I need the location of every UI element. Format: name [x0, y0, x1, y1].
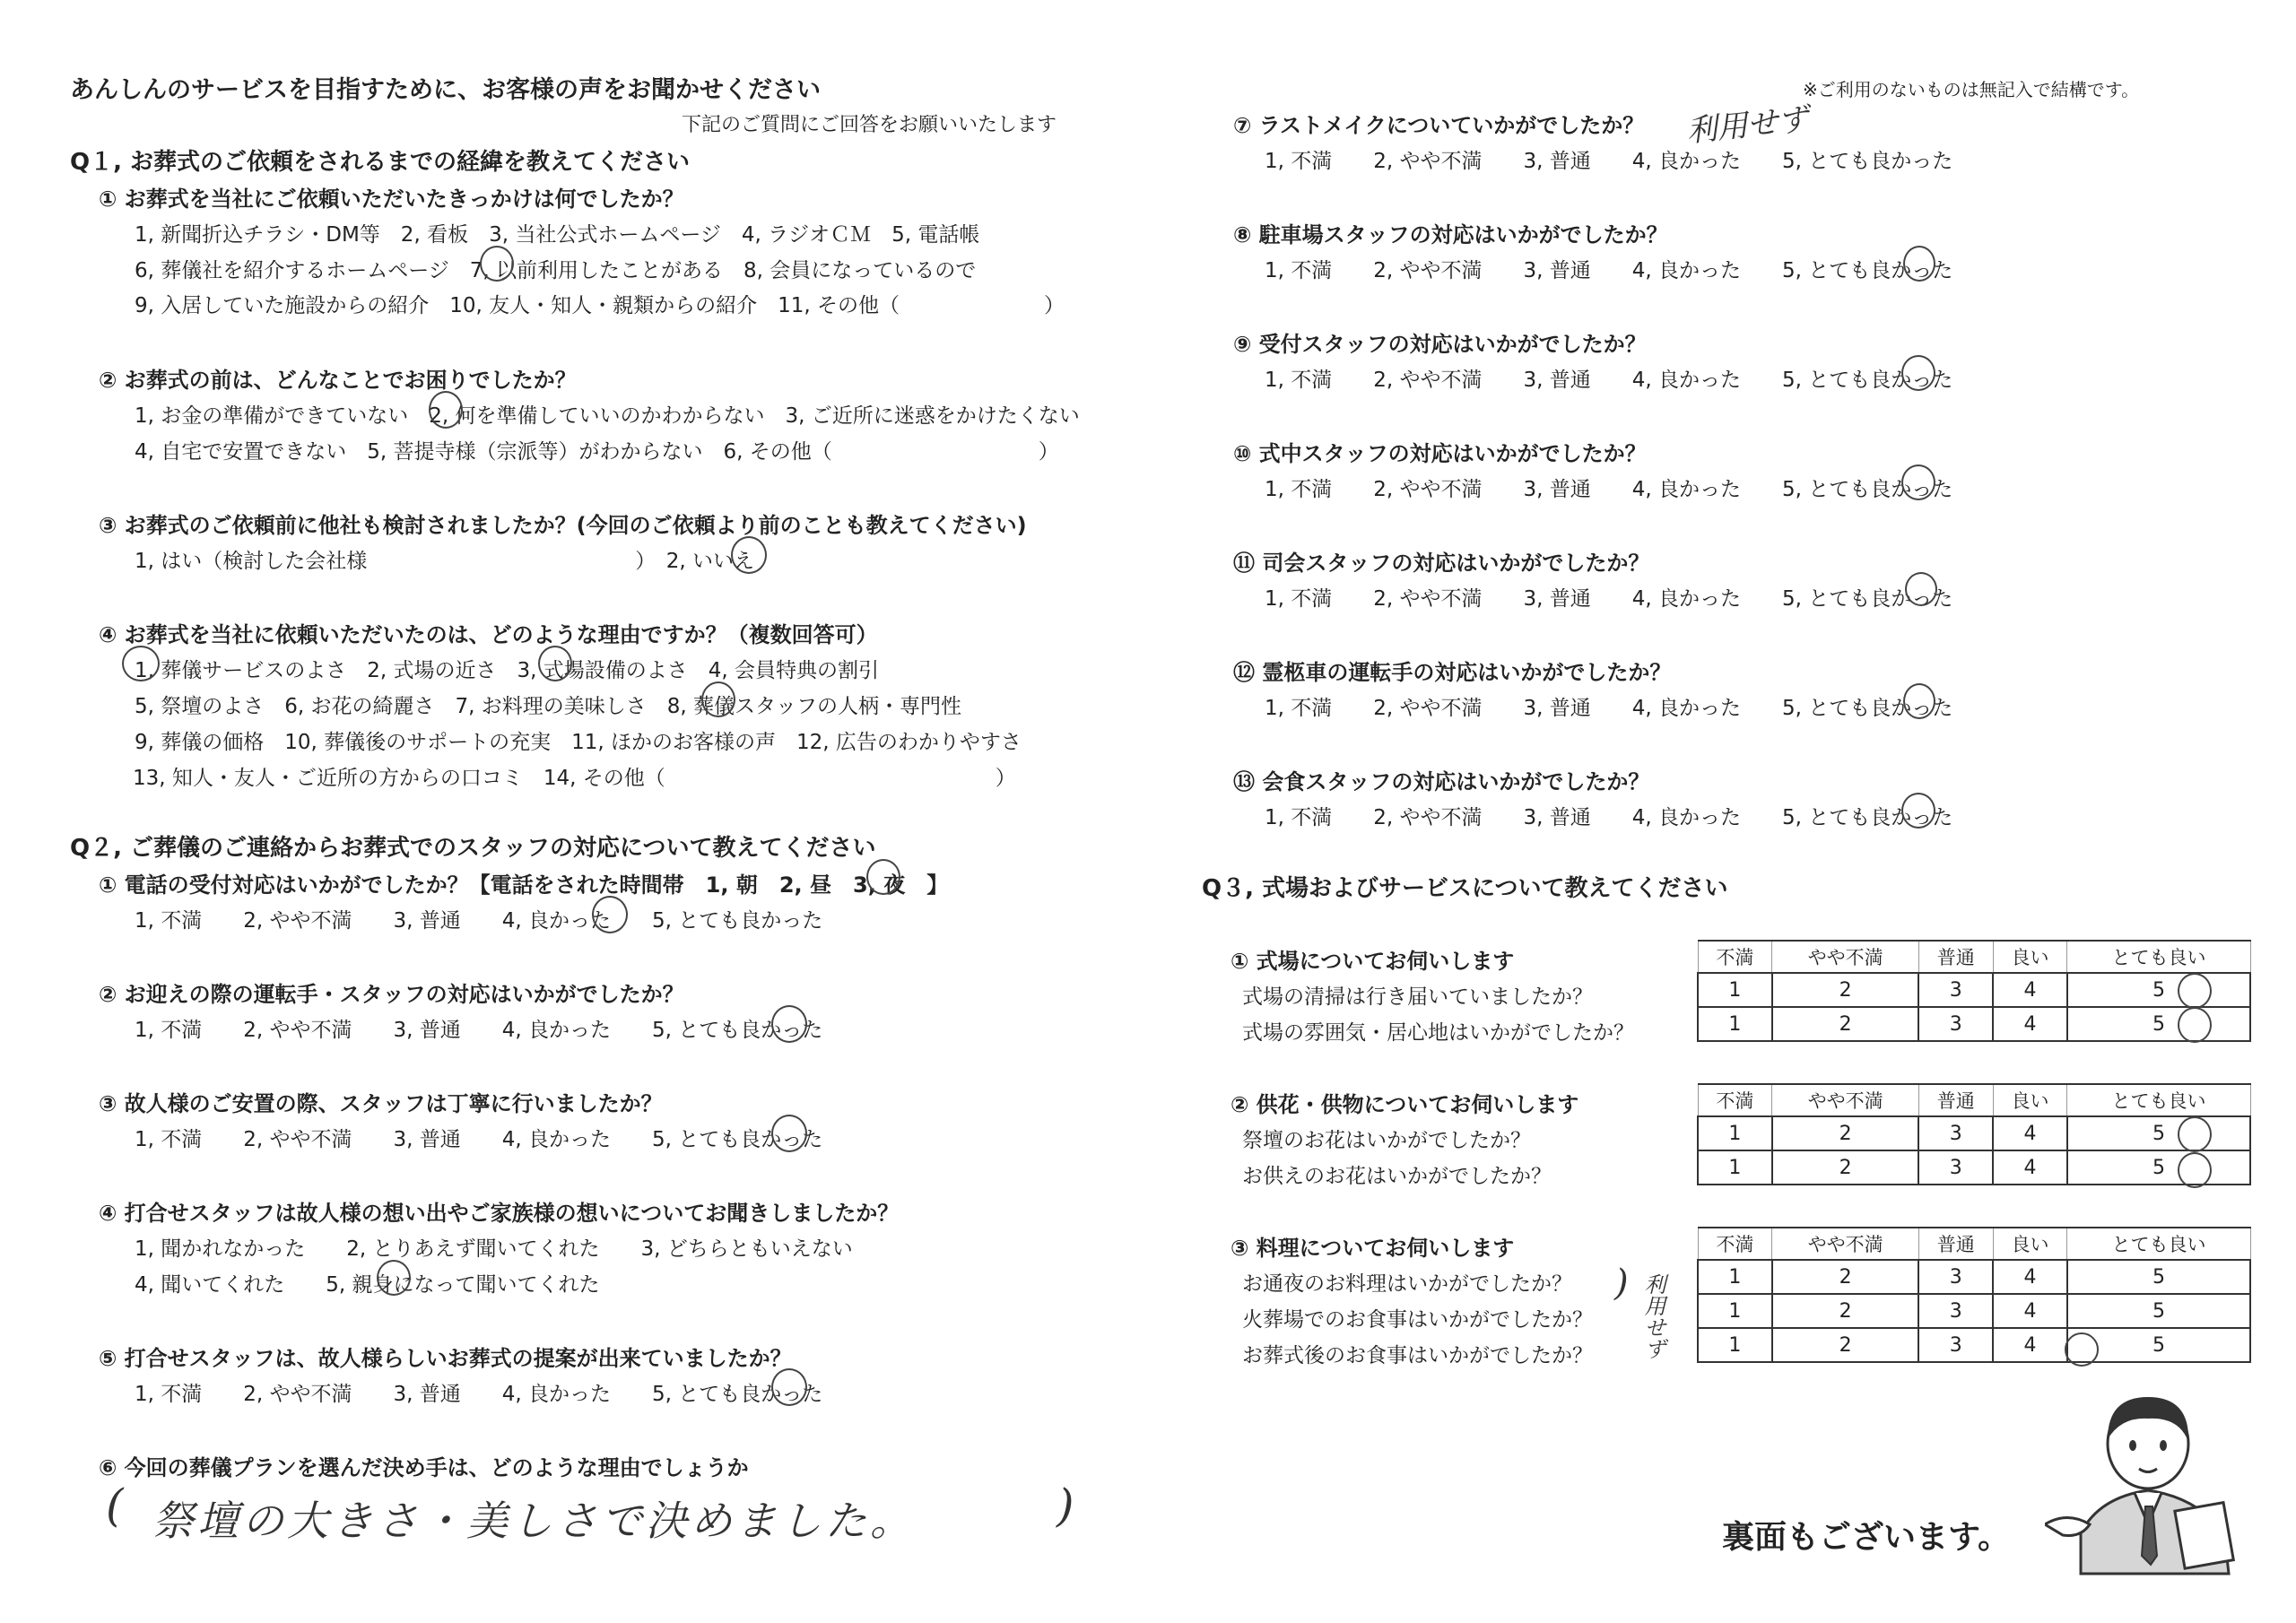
answer-circle	[1901, 793, 1935, 829]
rating-cell[interactable]: 1	[1698, 1007, 1772, 1041]
rating-cell[interactable]: 3	[1918, 973, 1993, 1007]
answer-circle	[480, 246, 514, 282]
q2-11-options[interactable]: 1, 不満 2, やや不満 3, 普通 4, 良かった 5, とても良かった	[1265, 587, 1953, 611]
q3-3-label: ③ 料理についてお伺いします	[1231, 1236, 1515, 1261]
rating-cell[interactable]: 3	[1918, 1328, 1993, 1362]
q1-1-line3[interactable]: 9, 入居していた施設からの紹介 10, 友人・知人・親類からの紹介 11, その他（ ）	[135, 294, 1065, 317]
col-header: 不満	[1698, 1228, 1772, 1260]
q3-2-row1-question: 祭壇のお花はいかがでしたか？	[1242, 1129, 1531, 1152]
q2-6-close-paren: )	[1057, 1480, 1074, 1532]
q3-3-bracket: )	[1614, 1263, 1629, 1304]
rating-cell[interactable]: 2	[1772, 1328, 1919, 1362]
answer-circle	[1901, 464, 1935, 500]
q2-10-label: ⑩ 式中スタッフの対応はいかがでしたか？	[1233, 441, 1647, 466]
q3-heading: Q３, 式場およびサービスについて教えてください	[1202, 875, 1728, 902]
q2-6-label: ⑥ 今回の葬儀プランを選んだ決め手は、どのような理由でしょうか	[99, 1455, 749, 1480]
q2-9-options[interactable]: 1, 不満 2, やや不満 3, 普通 4, 良かった 5, とても良かった	[1265, 369, 1953, 392]
answer-circle	[2178, 1116, 2212, 1152]
col-header: やや不満	[1772, 1228, 1919, 1260]
rating-cell[interactable]: 5	[2067, 1150, 2250, 1185]
answer-circle	[866, 859, 900, 895]
q1-1-line1[interactable]: 1, 新聞折込チラシ・DM等 2, 看板 3, 当社公式ホームページ 4, ラジオＣＭ 5, 電話帳	[135, 223, 980, 247]
col-header: とても良い	[2067, 1228, 2250, 1260]
rating-cell[interactable]: 2	[1772, 1007, 1919, 1041]
col-header: 不満	[1698, 1084, 1772, 1116]
rating-cell[interactable]: 3	[1918, 1294, 1993, 1328]
answer-circle	[1901, 355, 1935, 391]
q1-4-line4[interactable]: 13, 知人・友人・ご近所の方からの口コミ 14, その他（ ）	[133, 767, 1016, 790]
q2-heading: Q２, ご葬儀のご連絡からお葬式でのスタッフの対応について教えてください	[70, 835, 876, 862]
rating-cell[interactable]: 2	[1772, 1294, 1919, 1328]
q1-4-label: ④ お葬式を当社に依頼いただいたのは、どのような理由ですか？（複数回答可）	[99, 622, 878, 647]
q3-1-label: ① 式場についてお伺いします	[1231, 949, 1515, 974]
q2-3-options[interactable]: 1, 不満 2, やや不満 3, 普通 4, 良かった 5, とても良かった	[135, 1128, 823, 1151]
answer-circle	[429, 391, 463, 429]
q3-1-row1-question: 式場の清掃は行き届いていましたか？	[1242, 985, 1593, 1009]
q2-6-handwritten-answer[interactable]: 祭壇の大きさ・美しさで決めました。	[152, 1497, 915, 1545]
q3-3-handwritten-note: 利用せず	[1640, 1273, 1665, 1359]
q1-4-line1[interactable]: 1, 葬儀サービスのよさ 2, 式場の近さ 3, 式場設備のよさ 4, 会員特典の割引	[135, 659, 880, 682]
q2-1-label: ① 電話の受付対応はいかがでしたか？【電話をされた時間帯 1, 朝 2, 昼 3, 夜 】	[99, 872, 949, 898]
rating-cell[interactable]: 5	[2067, 973, 2250, 1007]
rating-cell[interactable]: 4	[1993, 1150, 2067, 1185]
col-header: とても良い	[2067, 941, 2250, 973]
answer-circle	[1905, 572, 1937, 606]
rating-cell[interactable]: 5	[2067, 1116, 2250, 1150]
rating-cell[interactable]: 5	[2067, 1294, 2250, 1328]
col-header: 良い	[1993, 1228, 2067, 1260]
q3-2-row2-question: お供えのお花はいかがでしたか？	[1242, 1165, 1552, 1188]
q1-2-line1[interactable]: 1, お金の準備ができていない 2, 何を準備していいのかわからない 3, ご近所に迷惑をかけたくない	[135, 404, 1080, 428]
q2-12-options[interactable]: 1, 不満 2, やや不満 3, 普通 4, 良かった 5, とても良かった	[1265, 697, 1953, 720]
rating-cell[interactable]: 2	[1772, 973, 1919, 1007]
q3-3-row2-question: 火葬場でのお食事はいかがでしたか？	[1242, 1308, 1593, 1332]
q2-4-line2[interactable]: 4, 聞いてくれた 5, 親身になって聞いてくれた	[135, 1273, 600, 1297]
answer-circle	[771, 1115, 807, 1152]
q1-3-line1[interactable]: 1, はい（検討した会社様 ） 2, いいえ	[135, 550, 755, 573]
q3-1-row2-question: 式場の雰囲気・居心地はいかがでしたか？	[1242, 1021, 1634, 1045]
answer-circle	[1903, 683, 1935, 719]
q2-12-label: ⑫ 霊柩車の運転手の対応はいかがでしたか？	[1233, 660, 1672, 685]
rating-cell[interactable]: 2	[1772, 1150, 1919, 1185]
answer-circle	[377, 1260, 411, 1296]
q3-3-row1-question: お通夜のお料理はいかがでしたか？	[1242, 1272, 1572, 1296]
q2-5-label: ⑤ 打合せスタッフは、故人様らしいお葬式の提案が出来ていましたか？	[99, 1346, 792, 1371]
col-header: やや不満	[1772, 941, 1919, 973]
q2-13-options[interactable]: 1, 不満 2, やや不満 3, 普通 4, 良かった 5, とても良かった	[1265, 806, 1953, 829]
q2-4-line1[interactable]: 1, 聞かれなかった 2, とりあえず聞いてくれた 3, どちらともいえない	[135, 1237, 853, 1261]
q1-1-line2[interactable]: 6, 葬儀社を紹介するホームページ 7, 以前利用したことがある 8, 会員になっているので	[135, 259, 977, 282]
answer-circle	[771, 1368, 807, 1406]
answer-circle	[538, 646, 572, 681]
back-page-note: 裏面もございます。	[1722, 1519, 2011, 1556]
q1-2-label: ② お葬式の前は、どんなことでお困りでしたか？	[99, 368, 577, 393]
col-header: 普通	[1918, 1084, 1993, 1116]
answer-circle	[122, 646, 160, 681]
rating-cell[interactable]: 5	[2067, 1328, 2250, 1362]
q2-5-options[interactable]: 1, 不満 2, やや不満 3, 普通 4, 良かった 5, とても良かった	[135, 1383, 823, 1406]
answer-circle	[592, 896, 628, 933]
top-note: ※ご利用のないものは無記入で結構です。	[1803, 79, 2140, 100]
q2-6-open-paren: (	[106, 1480, 124, 1532]
rating-cell[interactable]: 4	[1993, 1328, 2067, 1362]
col-header: 良い	[1993, 941, 2067, 973]
col-header: 普通	[1918, 1228, 1993, 1260]
q2-7-label: ⑦ ラストメイクについていかがでしたか？	[1233, 113, 1645, 138]
rating-cell[interactable]: 3	[1918, 1260, 1993, 1294]
q2-1-options[interactable]: 1, 不満 2, やや不満 3, 普通 4, 良かった 5, とても良かった	[135, 909, 823, 933]
rating-cell[interactable]: 1	[1698, 1328, 1772, 1362]
q2-8-options[interactable]: 1, 不満 2, やや不満 3, 普通 4, 良かった 5, とても良かった	[1265, 259, 1953, 282]
col-header: 良い	[1993, 1084, 2067, 1116]
q2-4-label: ④ 打合せスタッフは故人様の想い出やご家族様の想いについてお聞きしましたか？	[99, 1201, 900, 1226]
q2-2-options[interactable]: 1, 不満 2, やや不満 3, 普通 4, 良かった 5, とても良かった	[135, 1019, 823, 1042]
answer-circle	[2178, 973, 2212, 1009]
rating-cell[interactable]: 4	[1993, 1007, 2067, 1041]
answer-circle	[1903, 246, 1935, 282]
q1-heading: Q１, お葬式のご依頼をされるまでの経緯を教えてください	[70, 149, 691, 176]
rating-cell[interactable]: 1	[1698, 1294, 1772, 1328]
rating-cell[interactable]: 4	[1993, 1260, 2067, 1294]
rating-cell[interactable]: 2	[1772, 1260, 1919, 1294]
q2-11-label: ⑪ 司会スタッフの対応はいかがでしたか？	[1233, 551, 1650, 576]
answer-circle	[2178, 1007, 2212, 1043]
rating-cell[interactable]: 1	[1698, 1150, 1772, 1185]
q3-1-rating-table	[1697, 940, 2251, 1042]
q3-2-rating-table	[1697, 1083, 2251, 1185]
answer-circle	[731, 536, 767, 574]
q2-9-label: ⑨ 受付スタッフの対応はいかがでしたか？	[1233, 332, 1647, 357]
q2-8-label: ⑧ 駐車場スタッフの対応はいかがでしたか？	[1233, 222, 1668, 247]
col-header: 普通	[1918, 941, 1993, 973]
q2-10-options[interactable]: 1, 不満 2, やや不満 3, 普通 4, 良かった 5, とても良かった	[1265, 478, 1953, 501]
q1-2-line2[interactable]: 4, 自宅で安置できない 5, 菩提寺様（宗派等）がわからない 6, その他（ ）	[135, 440, 1059, 464]
q2-3-label: ③ 故人様のご安置の際、スタッフは丁寧に行いましたか？	[99, 1091, 663, 1116]
q2-7-options[interactable]: 1, 不満 2, やや不満 3, 普通 4, 良かった 5, とても良かった	[1265, 150, 1953, 173]
q1-3-label: ③ お葬式のご依頼前に他社も検討されましたか？(今回のご依頼より前のことも教えてください)	[99, 513, 1027, 538]
q2-13-label: ⑬ 会食スタッフの対応はいかがでしたか？	[1233, 769, 1650, 794]
q3-3-row3-question: お葬式後のお食事はいかがでしたか？	[1242, 1344, 1593, 1367]
col-header: やや不満	[1772, 1084, 1919, 1116]
rating-cell[interactable]: 2	[1772, 1116, 1919, 1150]
q1-4-line3[interactable]: 9, 葬儀の価格 10, 葬儀後のサポートの充実 11, ほかのお客様の声 12, 広告のわかりやすさ	[135, 731, 1022, 754]
col-header: 不満	[1698, 941, 1772, 973]
rating-cell[interactable]: 1	[1698, 1260, 1772, 1294]
answer-circle	[701, 681, 735, 717]
rating-cell[interactable]: 4	[1993, 973, 2067, 1007]
answer-circle	[771, 1005, 807, 1043]
rating-cell[interactable]: 4	[1993, 1116, 2067, 1150]
q3-2-label: ② 供花・供物についてお伺いします	[1231, 1092, 1579, 1117]
rating-cell[interactable]: 1	[1698, 973, 1772, 1007]
answer-circle	[2065, 1332, 2099, 1367]
q2-2-label: ② お迎えの際の運転手・スタッフの対応はいかがでしたか？	[99, 982, 684, 1007]
rating-cell[interactable]: 1	[1698, 1116, 1772, 1150]
staff-illustration	[2045, 1390, 2251, 1578]
rating-cell[interactable]: 3	[1918, 1007, 1993, 1041]
q1-1-label: ① お葬式を当社にご依頼いただいたきっかけは何でしたか？	[99, 187, 684, 212]
q2-7-handwritten-note: 利用せず	[1684, 100, 1811, 150]
q1-4-line2[interactable]: 5, 祭壇のよさ 6, お花の綺麗さ 7, お料理の美味しさ 8, 葬儀スタッフの人柄・専門性	[135, 695, 962, 718]
rating-cell[interactable]: 4	[1993, 1294, 2067, 1328]
answer-circle	[2178, 1152, 2212, 1188]
page-subtitle: 下記のご質問にご回答をお願いいたします	[682, 114, 1057, 136]
q3-3-rating-table	[1697, 1227, 2251, 1363]
rating-cell[interactable]: 5	[2067, 1007, 2250, 1041]
col-header: とても良い	[2067, 1084, 2250, 1116]
rating-cell[interactable]: 3	[1918, 1116, 1993, 1150]
page-title: あんしんのサービスを目指すために、お客様の声をお聞かせください	[70, 76, 821, 104]
rating-cell[interactable]: 3	[1918, 1150, 1993, 1185]
rating-cell[interactable]: 5	[2067, 1260, 2250, 1294]
